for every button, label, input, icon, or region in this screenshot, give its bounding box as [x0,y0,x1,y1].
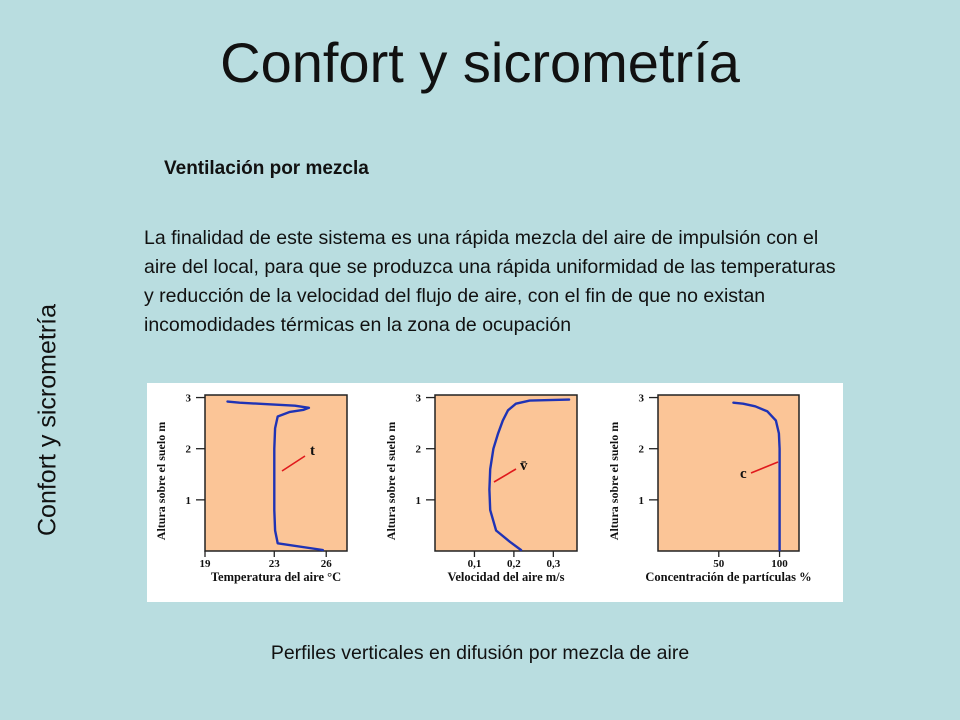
side-label: Confort y sicrometría [33,303,62,537]
y-tick-label: 3 [638,392,644,405]
x-tick-label: 100 [771,558,788,570]
y-tick-label: 3 [185,392,191,405]
y-tick-label: 2 [415,443,421,456]
plot-area-3 [658,395,799,551]
section-subtitle: Ventilación por mezcla [164,158,369,179]
x-tick-label: 0,3 [546,558,561,570]
x-tick-label: 0,2 [507,558,521,570]
x-tick-label: 19 [199,558,211,570]
y-tick-label: 3 [415,392,421,405]
x-axis-title: Velocidad del aire m/s [447,570,565,584]
profiles-chart-svg [147,383,843,602]
y-axis-title: Altura sobre el suelo m [607,421,621,541]
y-tick-label: 1 [415,494,421,507]
curve-label: c [740,466,747,482]
y-tick-label: 1 [638,494,644,507]
x-axis-title: Temperatura del aire °C [210,570,342,584]
y-tick-label: 2 [185,443,191,456]
y-axis-title: Altura sobre el suelo m [154,421,168,541]
plot-area-2 [435,395,577,551]
y-tick-label: 2 [638,443,644,456]
x-tick-label: 26 [320,558,332,570]
figure-caption: Perfiles verticales en difusión por mezcla de aire [270,642,690,664]
x-tick-label: 23 [268,558,280,570]
y-tick-label: 1 [185,494,191,507]
slide-title: Confort y sicrometría [220,31,740,94]
curve-label: t [310,443,315,459]
y-axis-title: Altura sobre el suelo m [384,421,398,541]
x-axis-title: Concentración de partículas % [645,570,812,584]
vertical-profiles-figure [147,383,843,602]
x-tick-label: 50 [713,558,725,570]
x-tick-label: 0,1 [467,558,482,570]
curve-label: v̄ [520,458,528,474]
description-paragraph: La finalidad de este sistema es una rápida mezcla del aire de impulsión con el aire del local, para que se produzca una rápida uniformidad de las temperaturas y reducción de la velocidad del flujo de aire, con el fin de que no existan incomodidades térmicas en la zona de ocupación [144,227,836,336]
